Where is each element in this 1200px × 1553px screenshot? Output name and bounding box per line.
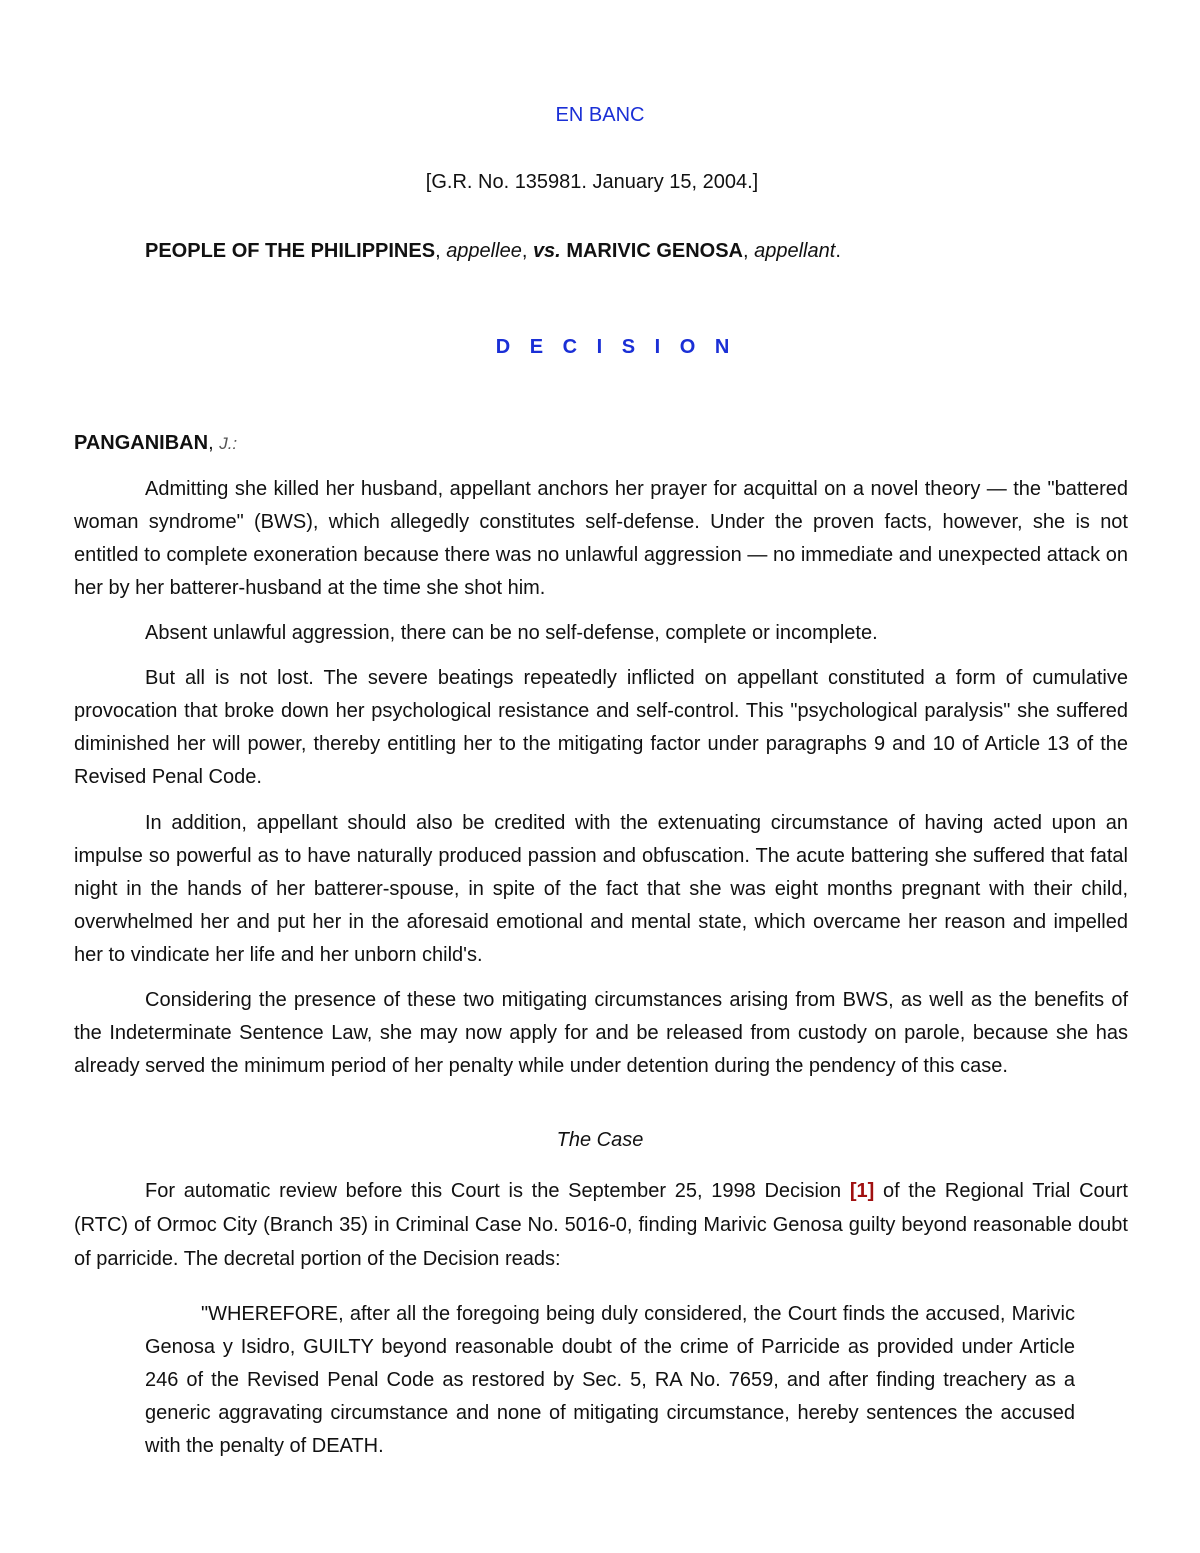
paragraph-3: But all is not lost. The severe beatings repeatedly inflicted on appellant constituted a form of cumulative provocation that broke down her psychological resistance and self-control. This "psychological paralysis" she suffered diminished her will power, thereby entitling her to the mitigating factor under paragraphs 9 and 10 of Article 13 of the Revised Penal Code. <box>74 667 1128 788</box>
paragraph-5: Considering the presence of these two mitigating circumstances arising from BWS, as well as the benefits of the Indeterminate Sentence Law, she may now apply for and be released from custody on parole, because she has already served the minimum period of her penalty while under detention during the pendency of this case. <box>74 989 1128 1077</box>
case-paragraph-text-before: For automatic review before this Court is the September 25, 1998 Decision <box>145 1180 850 1202</box>
ponente: PANGANIBAN, J.: <box>74 432 238 454</box>
ponente-suffix: J.: <box>219 434 238 453</box>
case-paragraph-text-after: of the Regional Trial Court (RTC) of Ormoc City (Branch 35) in Criminal Case No. 5016-0, finding Marivic Genosa guilty beyond reasonable doubt of parricide. The decretal portion of the Decision reads: <box>74 1180 1128 1270</box>
case-paragraph <box>74 1174 1128 1276</box>
section-heading: The Case <box>556 1129 644 1151</box>
appellant-name: MARIVIC GENOSA <box>566 240 743 262</box>
case-number: [G.R. No. 135981. January 15, 2004.] <box>425 171 759 193</box>
paragraph-1: Admitting she killed her husband, appellant anchors her prayer for acquittal on a novel theory — the "battered woman syndrome" (BWS), which allegedly constitutes self-defense. Under the proven facts, however, she is not entitled to complete exoneration because there was no unlawful aggression — no immediate and unexpected attack on her by her batterer-husband at the time she shot him. <box>74 478 1128 599</box>
paragraph-2: Absent unlawful aggression, there can be no self-defense, complete or incomplete. <box>145 622 878 644</box>
appellee-role: appellee <box>446 240 522 262</box>
paragraph-4: In addition, appellant should also be credited with the extenuating circumstance of having acted upon an impulse so powerful as to have naturally produced passion and obfuscation. The acute battering she suffered that fatal night in the hands of her batterer-spouse, in spite of the fact that she was eight months pregnant with their child, overwhelmed her and put her in the aforesaid emotional and mental state, which overcame her reason and impelled her to vindicate her life and her unborn child's. <box>74 812 1128 966</box>
case-parties: PEOPLE OF THE PHILIPPINES, appellee, vs. MARIVIC GENOSA, appellant. <box>145 240 841 262</box>
versus-label: vs. <box>532 240 561 262</box>
footnote-link[interactable]: [1] <box>849 1180 875 1202</box>
appellee-name: PEOPLE OF THE PHILIPPINES <box>145 240 436 262</box>
decision-title: D E C I S I O N <box>495 336 737 358</box>
appellant-role: appellant <box>754 240 836 262</box>
court-division: EN BANC <box>555 104 645 126</box>
ponente-name: PANGANIBAN <box>74 432 209 454</box>
decision-quote: "WHEREFORE, after all the foregoing being duly considered, the Court finds the accused, Marivic Genosa y Isidro, GUILTY beyond reasonable doubt of the crime of Parricide as provided under Article 246 of the Revised Penal Code as restored by Sec. 5, RA No. 7659, and after finding treachery as a generic aggravating circumstance and none of mitigating circumstance, hereby sentences the accused with the penalty of DEATH. <box>145 1303 1075 1457</box>
